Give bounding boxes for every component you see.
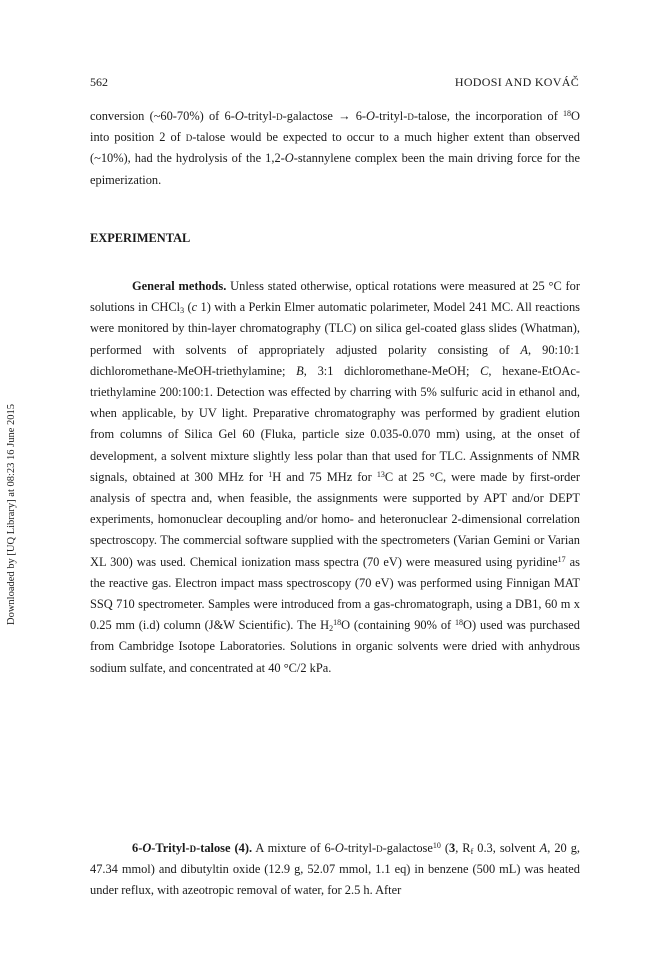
running-header-authors: HODOSI AND KOVÁČ (454, 75, 579, 89)
trityl-talose-paragraph: 6-O-Trityl-d-talose (4). A mixture of 6-O-trityl-d-galactose$^{10}$ (3, $R_f$ 0.3, solvent A, 20 g, 47.34 mmol) and dibutyltin oxide (12.9 g, 52.07 mmol, 1.1 eq) in benzene (500 mL) was heated under reflux, with azeotropic removal of water, for 2.5 h. After (90, 841, 580, 898)
page-number: 562 (90, 75, 108, 89)
section-heading-experimental: EXPERIMENTAL (90, 231, 191, 245)
trityl-talose-title: 6-O-Trityl-d-talose (4). (132, 841, 253, 855)
general-methods-paragraph: General methods. Unless stated otherwise, optical rotations were measured at 25 °C for solutions in CHCl$_3$ (c 1) with a Perkin Elmer automatic polarimeter, Model 241 MC. All reactions were monitored by thin-layer chromatography (TLC) on silica gel-coated glass slides (Whatman), performed with solvents of appropriately adjusted polarity consisting of A, 90:10:1 dichloromethane-MeOH-triethylamine; B, 3:1 dichloromethane-MeOH; C, hexane-EtOAc-triethylamine 200:100:1. Detection was effected by charring with 5% sulfuric acid in ethanol and, when applicable, by UV light. Preparative chromatography was performed by gradient elution from columns of Silica Gel 60 (Fluka, particle size 0.035-0.070 mm) using, at the onset of development, a solvent mixture slightly less polar than that used for TLC. Assignments of NMR signals, obtained at 300 MHz for $^1$H and 75 MHz for $^{13}$C at 25 °C, were made by first-order analysis of spectra and, when feasible, the assignments were supported by APT and/or DEPT experiments, homonuclear decoupling and/or homo- and heteronuclear 2-dimensional correlation spectroscopy. The commercial software supplied with the spectrometers (Varian Gemini or Varian XL 300) was used. Chemical ionization mass spectra (70 eV) were measured using pyridine$^{17}$ as the reactive gas. Electron impact mass spectroscopy (70 eV) was performed using Finnigan MAT SSQ 710 spectrometer. Samples were introduced from a gas-chromatograph, using a DB1, 60 m x 0.25 mm (i.d) column (J&W Scientific). The $H_2^{18}O$ (containing 90% of $^{18}$O) used was purchased from Cambridge Isotope Laboratories. Solutions in organic solvents were dried with anhydrous sodium sulfate, and concentrated at 40 °C/2 kPa. (90, 279, 581, 675)
general-methods-title: General methods. (132, 279, 227, 293)
download-watermark: Downloaded by [UQ Library] at 08:23 16 June 2015 (6, 403, 17, 625)
intro-paragraph: conversion (~60-70%) of 6-O-trityl-d-galactose → 6-O-trityl-d-talose, the incorporation of $^{18}$O into position 2 of d-talose would be expected to occur to a much higher extent than observed (~10%), had the hydrolysis of the 1,2-O-stannylene complex been the main driving force for the epimerization. (90, 109, 581, 187)
